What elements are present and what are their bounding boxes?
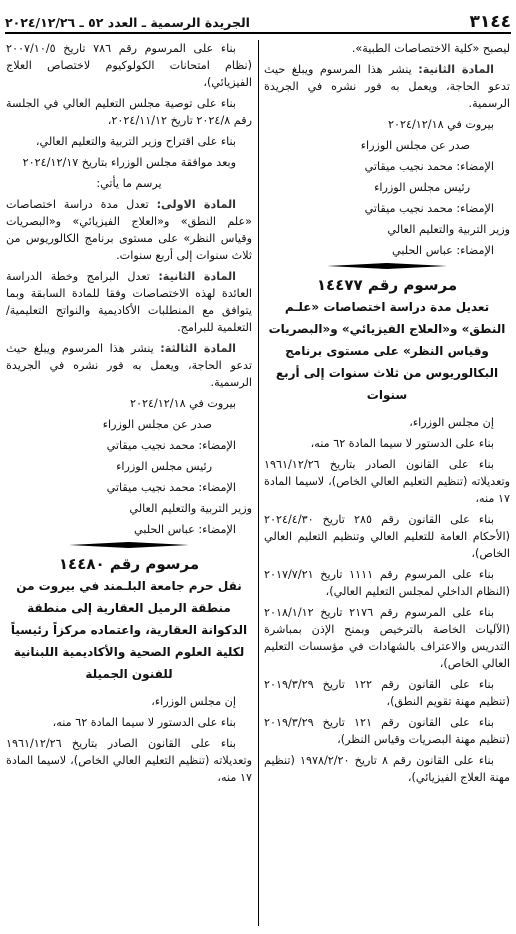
paragraph: بناء على القانون رقم ٢٨٥ تاريخ ٢٠٢٤/٤/٣٠ (الأحكام العامة للتعليم العالي وتنظيم التعليم العالي الخاص)، [264,513,510,560]
signature-line: الإمضاء: عباس الحلبي [134,523,236,536]
signature-line: الإمضاء: محمد نجيب ميقاتي [364,160,494,173]
paragraph: بناء على القانون الصادر بتاريخ ١٩٦١/١٢/٢٦ وتعديلاته (تنظيم التعليم العالي الخاص)، لاسيما المادة ١٧ منه، [264,458,510,505]
signature-line: الإمضاء: محمد نجيب ميقاتي [364,202,494,215]
decree-number: مرسوم رقم ١٤٤٧٧ [316,276,458,294]
council-heading: إن مجلس الوزراء، [151,695,236,708]
paragraph: وبعد موافقة مجلس الوزراء بتاريخ ٢٠٢٤/١٢/١٧ [22,156,236,169]
page-header [5,8,511,34]
signature-line: وزير التربية والتعليم العالي [387,223,510,236]
paragraph: بناء على اقتراح وزير التربية والتعليم العالي، [35,135,236,148]
paragraph: بناء على القانون رقم ١٢٢ تاريخ ٢٠١٩/٣/٢٩ (تنظيم مهنة تقويم النطق)، [264,678,510,708]
decree-preamble-end: يرسم ما يأتي: [96,177,162,190]
council-heading: إن مجلس الوزراء، [409,416,494,429]
article-text: تعدل البرامج وخطة الدراسة العائدة لهذه الاختصاصات وفقا للمادة السابقة وبما يتوافق مع المنطلبات الأكاديمية والنواتج التعليمية/ التعلمية للبرامج. [6,270,252,334]
signature-line: صدر عن مجلس الوزراء [360,139,470,152]
article-text: ينشر هذا المرسوم ويبلغ حيث تدعو الحاجة، ويعمل به فور نشره في الجريدة الرسمية. [6,342,252,389]
article-label: المادة الثالثة: [160,342,236,355]
signature-line: رئيس مجلس الوزراء [374,181,470,194]
signature-line: الإمضاء: محمد نجيب ميقاتي [106,439,236,452]
right-column [264,40,510,926]
decree-title: نقل حرم جامعة البلـمند في بيروت من منطقة الرميل العقارية إلى منطقة الدكوانة العقارية، واعتماده مركزاً رئيسياً لكلية العلوم الصحية والأكاديمية اللبنانية للفنون الجميلة [10,579,248,681]
article-label: المادة الاولى: [156,198,236,211]
decree-number: مرسوم رقم ١٤٤٨٠ [58,555,200,573]
paragraph: بناء على القانون رقم ١٢١ تاريخ ٢٠١٩/٣/٢٩ (تنظيم مهنة البصريات وقياس النظر)، [264,716,510,746]
page-number: ٣١٤٤ [469,12,511,32]
paragraph: بناء على المرسوم رقم ٧٨٦ تاريخ ٢٠٠٧/١٠/٥ (نظام امتحانات الكولوكيوم لاختصاص العلاج الفيزيائي)، [6,42,252,89]
article-label: المادة الثانية: [158,270,236,283]
signature-line: صدر عن مجلس الوزراء [102,418,212,431]
article-3 [6,340,252,391]
paragraph: بناء على الدستور لا سيما المادة ٦٢ منه، [310,437,494,450]
article-label: المادة الثانية: [418,63,494,76]
article-2 [6,268,252,336]
decree-title: تعديل مدة دراسة اختصاصات «علـم النطق» و«العلاج الفيزيائي» و«البصريات وقياس النظر» على مستوى برنامج البكالوريوس من ثلاث سنوات إلى أربع سنوات [268,300,506,402]
column-divider [258,40,259,926]
paragraph: بناء على القانون الصادر بتاريخ ١٩٦١/١٢/٢٦ وتعديلاته (تنظيم التعليم العالي الخاص)، لاسيما المادة ١٧ منه، [6,737,252,784]
signature-line: الإمضاء: محمد نجيب ميقاتي [106,481,236,494]
ornament-divider [6,542,252,548]
paragraph: بناء على توصية مجلس التعليم العالي في الجلسة رقم ٢٠٢٤/٨ تاريخ ٢٠٢٤/١١/١٢، [6,97,252,127]
article-text: تعدل مدة دراسة اختصاصات «علم النطق» و«العلاج الفيزيائي» و«البصريات وقياس النظر» على مستوى برنامج الكالوريوس من ثلاث سنوات إلى أربع سنوات. [6,198,252,262]
article-text: ينشر هذا المرسوم ويبلغ حيث تدعو الحاجة، ويعمل به فور نشره في الجريدة الرسمية. [264,63,510,110]
signature-line: الإمضاء: عباس الحلبي [392,244,494,257]
paragraph: بناء على القانون رقم ٨ تاريخ ١٩٧٨/٢/٢٠ (تنظيم مهنة العلاج الفيزيائي)، [264,754,510,784]
paragraph: بناء على المرسوم رقم ١١١١ تاريخ ٢٠١٧/٧/٢١ (النظام الداخلي لمجلس التعليم العالي)، [264,568,510,598]
paragraph: ليصبح «كلية الاختصاصات الطبية». [351,42,510,55]
paragraph: بناء على المرسوم رقم ٢١٧٦ تاريخ ٢٠١٨/١/١٢ (الآليات الخاصة بالترخيص وبمنح الإذن بمباشرة التدريس والاعتراف بالشهادات في مؤسسات التعليم العالي الخاص)، [264,606,510,670]
paragraph: بناء على الدستور لا سيما المادة ٦٢ منه، [52,716,236,729]
article-1 [6,196,252,264]
signature-line: رئيس مجلس الوزراء [116,460,212,473]
left-column [6,40,252,926]
issue-date: بيروت في ٢٠٢٤/١٢/١٨ [387,118,494,131]
article-2 [264,61,510,112]
gazette-header-title: الجريدة الرسمية ـ العدد ٥٢ ـ ٢٠٢٤/١٢/٢٦ [5,15,250,30]
ornament-divider [264,263,510,269]
signature-line: وزير التربية والتعليم العالي [129,502,252,515]
issue-date: بيروت في ٢٠٢٤/١٢/١٨ [129,397,236,410]
